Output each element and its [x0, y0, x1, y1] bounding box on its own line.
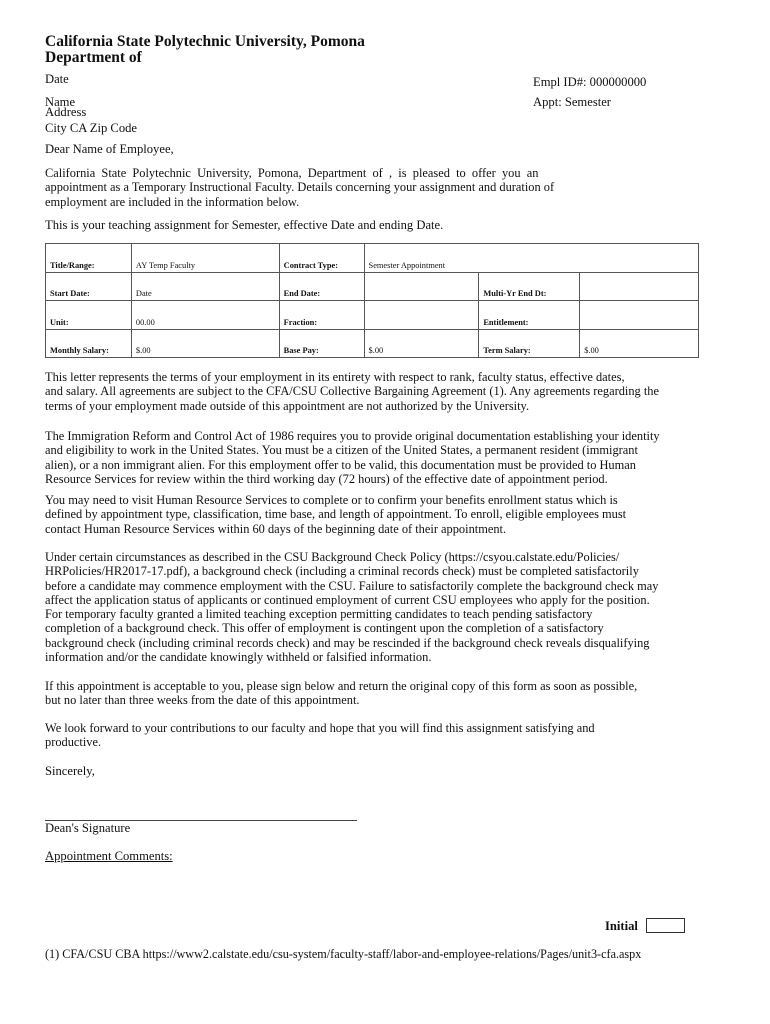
greeting: Dear Name of Employee, — [45, 142, 174, 156]
field-label: End Date: — [279, 272, 364, 301]
field-label: Base Pay: — [279, 329, 364, 358]
field-value — [580, 272, 699, 301]
paragraph-line: The Immigration Reform and Control Act of 1986 requires you to provide original documentation establishing your identity — [45, 429, 660, 443]
intro-line: employment are included in the information below. — [45, 194, 300, 209]
paragraph-line: HRPolicies/HR2017-17.pdf), a background check (including a criminal records check) must be completed satisfactorily — [45, 564, 639, 579]
field-label: Unit: — [46, 301, 132, 330]
field-value: $.00 — [131, 329, 279, 358]
field-value: Semester Appointment — [364, 244, 698, 273]
initial-label: Initial — [605, 919, 638, 933]
recipient-address: Address — [45, 105, 87, 119]
paragraph-line: This letter represents the terms of your employment in its entirety with respect to rank, faculty status, effective dates, — [45, 370, 625, 384]
immigration-paragraph — [45, 429, 660, 486]
paragraph-line: Resource Services for review within the third working day (72 hours) of the effective date of appointment period. — [45, 471, 608, 486]
paragraph-line: background check (including criminal records check) and may be rescinded if the background check reveals disqualifying — [45, 635, 650, 650]
university-name: California State Polytechnic University, Pomona — [45, 33, 365, 50]
employee-id: Empl ID#: 000000000 — [533, 75, 647, 89]
table-row — [46, 301, 699, 330]
field-value: $.00 — [364, 329, 479, 358]
sincerely: Sincerely, — [45, 764, 95, 778]
table-row — [46, 272, 699, 301]
paragraph-line: defined by appointment type, classification, time base, and length of appointment. To enroll, eligible employees must — [45, 507, 627, 522]
paragraph-line: but no later than three weeks from the date of this appointment. — [45, 693, 360, 708]
background-check-paragraph — [45, 550, 658, 664]
field-value: AY Temp Faculty — [131, 244, 279, 273]
paragraph-line: before a candidate may commence employment with the CSU. Failure to satisfactorily complete the background check may — [45, 578, 659, 593]
field-label: Term Salary: — [479, 329, 580, 358]
field-label: Multi-Yr End Dt: — [479, 272, 580, 301]
intro-line: appointment as a Temporary Instructional Faculty. Details concerning your assignment and duration of — [45, 180, 555, 195]
field-value — [580, 301, 699, 330]
field-value: $.00 — [580, 329, 699, 358]
signature-label: Dean's Signature — [45, 821, 131, 835]
field-value: Date — [131, 272, 279, 301]
field-value — [364, 301, 479, 330]
field-label: Start Date: — [46, 272, 132, 301]
footnote: (1) CFA/CSU CBA https://www2.calstate.edu/csu-system/faculty-staff/labor-and-employee-relations/Pages/unit3-cfa.aspx — [45, 947, 642, 961]
acceptance-paragraph — [45, 679, 637, 708]
paragraph-line: terms of your employment made outside of this appointment are not authorized by the University. — [45, 398, 530, 413]
field-value — [364, 272, 479, 301]
field-label: Fraction: — [279, 301, 364, 330]
paragraph-line: affect the application status of applicants or continued employment of current CSU employees who apply for the position. — [45, 592, 650, 607]
recipient-city: City CA Zip Code — [45, 121, 138, 135]
appointment-type: Appt: Semester — [533, 95, 611, 109]
closing-paragraph — [45, 721, 595, 750]
intro-paragraph — [45, 166, 645, 209]
field-label: Title/Range: — [46, 244, 132, 273]
paragraph-line: completion of a background check. This offer of employment is contingent upon the completion of a satisfactory — [45, 621, 604, 636]
initial-box[interactable] — [646, 918, 685, 933]
recipient-name: Name — [45, 95, 76, 109]
table-row — [46, 329, 699, 358]
paragraph-line: You may need to visit Human Resource Services to complete or to confirm your benefits enrollment status which is — [45, 493, 618, 507]
paragraph-line: information and/or the candidate knowingly withheld or falsified information. — [45, 650, 432, 665]
paragraph-line: and salary. All agreements are subject to the CFA/CSU Collective Bargaining Agreement (1). Any agreements regarding the — [45, 384, 659, 399]
field-label: Contract Type: — [279, 244, 364, 273]
department-name: Department of — [45, 49, 142, 66]
paragraph-line: contact Human Resource Services within 60 days of the beginning date of their appointment. — [45, 521, 507, 536]
paragraph-line: alien), or a non immigrant alien. For this employment offer to be valid, this documentation must be provided to Human — [45, 457, 636, 472]
field-label: Monthly Salary: — [46, 329, 132, 358]
paragraph-line: Under certain circumstances as described in the CSU Background Check Policy (https://csyou.calstate.edu/Policies/ — [45, 550, 620, 564]
paragraph-line: If this appointment is acceptable to you, please sign below and return the original copy of this form as soon as possible, — [45, 679, 638, 693]
field-value: 00.00 — [131, 301, 279, 330]
benefits-paragraph — [45, 493, 626, 536]
appointment-comments-label: Appointment Comments: — [45, 849, 173, 863]
paragraph-line: productive. — [45, 735, 102, 750]
field-label: Entitlement: — [479, 301, 580, 330]
terms-paragraph — [45, 370, 659, 413]
paragraph-line: We look forward to your contributions to our faculty and hope that you will find this assignment satisfying and — [45, 721, 595, 735]
assignment-table — [45, 243, 699, 358]
intro-line: California State Polytechnic University, Pomona, Department of , is pleased to offer you an — [45, 166, 539, 180]
letterhead — [45, 34, 365, 66]
paragraph-line: For temporary faculty granted a limited teaching exception permitting candidates to teach pending satisfactory — [45, 607, 593, 622]
paragraph-line: and eligibility to work in the United States. You must be a citizen of the United States, a permanent resident (immigrant — [45, 443, 638, 458]
teaching-assignment-line: This is your teaching assignment for Semester, effective Date and ending Date. — [45, 218, 444, 232]
letter-date: Date — [45, 72, 69, 86]
table-row — [46, 244, 699, 273]
